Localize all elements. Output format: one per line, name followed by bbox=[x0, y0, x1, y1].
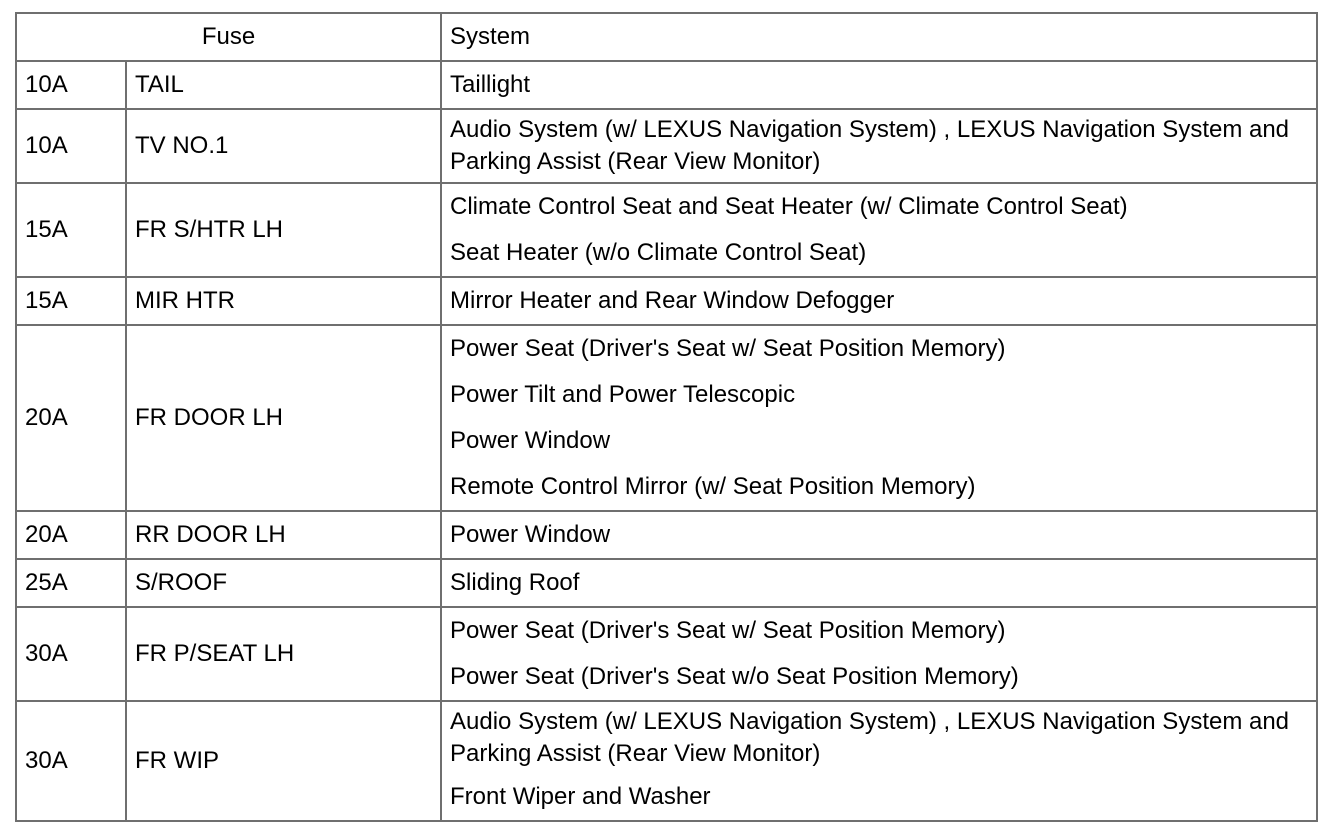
system-cell bbox=[441, 511, 1317, 559]
fuse-header: Fuse bbox=[16, 13, 441, 61]
fuse-table bbox=[15, 12, 1318, 822]
table-row bbox=[16, 61, 1317, 109]
system-line: Climate Control Seat and Seat Heater (w/ Climate Control Seat) bbox=[450, 193, 1128, 220]
fuse-amperage-cell: 15A bbox=[16, 183, 126, 277]
table-row bbox=[16, 183, 1317, 277]
table-row bbox=[16, 511, 1317, 559]
fuse-name-cell: MIR HTR bbox=[126, 277, 441, 325]
fuse-table-body bbox=[16, 61, 1317, 821]
system-line: Power Seat (Driver's Seat w/ Seat Position Memory) bbox=[450, 335, 1006, 362]
system-cell bbox=[441, 277, 1317, 325]
system-cell bbox=[441, 61, 1317, 109]
system-line: Audio System (w/ LEXUS Navigation System) , LEXUS Navigation System and Parking Assist (Rear View Monitor) bbox=[450, 708, 1290, 767]
table-row bbox=[16, 109, 1317, 183]
system-cell bbox=[441, 109, 1317, 183]
fuse-name-cell: TV NO.1 bbox=[126, 109, 441, 183]
system-line: Seat Heater (w/o Climate Control Seat) bbox=[450, 239, 867, 266]
table-row bbox=[16, 701, 1317, 821]
fuse-name-cell: FR S/HTR LH bbox=[126, 183, 441, 277]
fuse-amperage-cell: 30A bbox=[16, 701, 126, 821]
system-cell bbox=[441, 559, 1317, 607]
table-row bbox=[16, 559, 1317, 607]
fuse-name-cell: RR DOOR LH bbox=[126, 511, 441, 559]
table-row bbox=[16, 607, 1317, 701]
system-line: Audio System (w/ LEXUS Navigation System) , LEXUS Navigation System and Parking Assist (Rear View Monitor) bbox=[450, 116, 1290, 175]
header-row bbox=[16, 13, 1317, 61]
system-header: System bbox=[441, 13, 1317, 61]
fuse-amperage-cell: 25A bbox=[16, 559, 126, 607]
table-row bbox=[16, 277, 1317, 325]
system-line: Front Wiper and Washer bbox=[450, 783, 711, 810]
system-line: Sliding Roof bbox=[450, 569, 580, 596]
fuse-name-cell: FR WIP bbox=[126, 701, 441, 821]
system-cell bbox=[441, 701, 1317, 821]
fuse-amperage-cell: 15A bbox=[16, 277, 126, 325]
system-cell bbox=[441, 325, 1317, 511]
fuse-amperage-cell: 30A bbox=[16, 607, 126, 701]
system-line: Power Window bbox=[450, 427, 611, 454]
fuse-amperage-cell: 10A bbox=[16, 61, 126, 109]
fuse-amperage-cell: 20A bbox=[16, 325, 126, 511]
system-line: Mirror Heater and Rear Window Defogger bbox=[450, 287, 895, 314]
system-cell bbox=[441, 183, 1317, 277]
fuse-table-container bbox=[15, 12, 1318, 822]
fuse-amperage-cell: 20A bbox=[16, 511, 126, 559]
system-line: Power Seat (Driver's Seat w/ Seat Position Memory) bbox=[450, 617, 1006, 644]
system-cell bbox=[441, 607, 1317, 701]
fuse-name-cell: S/ROOF bbox=[126, 559, 441, 607]
table-row bbox=[16, 325, 1317, 511]
fuse-name-cell: TAIL bbox=[126, 61, 441, 109]
fuse-amperage-cell: 10A bbox=[16, 109, 126, 183]
fuse-name-cell: FR DOOR LH bbox=[126, 325, 441, 511]
system-line: Power Seat (Driver's Seat w/o Seat Position Memory) bbox=[450, 663, 1019, 690]
system-line: Power Window bbox=[450, 521, 611, 548]
system-line: Power Tilt and Power Telescopic bbox=[450, 381, 796, 408]
system-line: Remote Control Mirror (w/ Seat Position Memory) bbox=[450, 473, 976, 500]
system-line: Taillight bbox=[450, 71, 531, 98]
fuse-name-cell: FR P/SEAT LH bbox=[126, 607, 441, 701]
